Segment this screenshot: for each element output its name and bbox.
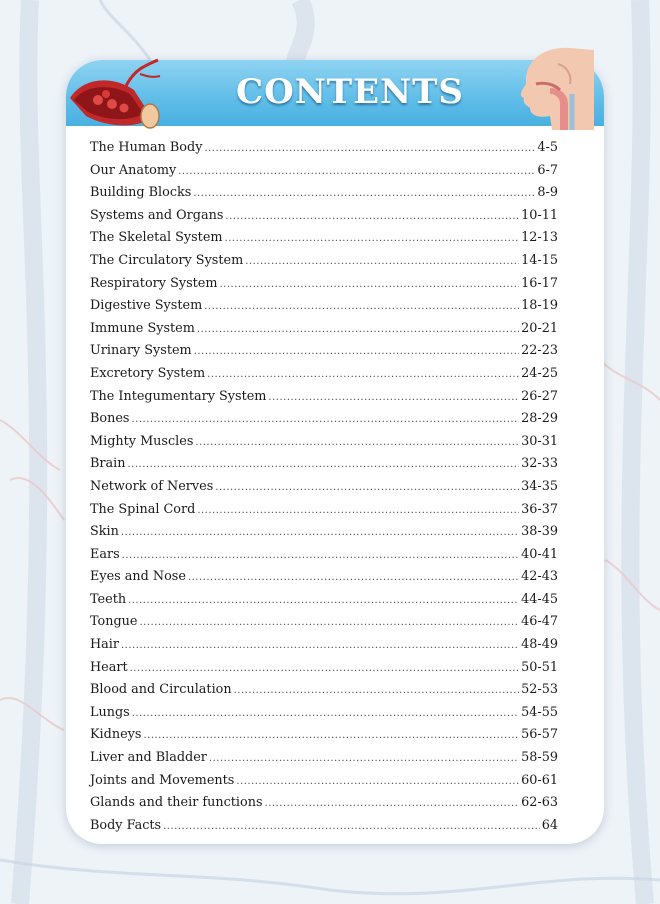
dot-leader (163, 818, 540, 833)
dot-leader (225, 230, 520, 245)
dot-leader (265, 795, 520, 810)
dot-leader (204, 298, 519, 313)
toc-entry-title: Blood and Circulation (90, 682, 232, 698)
toc-entry[interactable] (90, 389, 558, 412)
toc-entry-title: Mighty Muscles (90, 433, 194, 449)
dot-leader (209, 750, 519, 765)
toc-entry-pages: 10-11 (521, 207, 558, 223)
toc-entry[interactable] (90, 547, 558, 570)
toc-entry-pages: 54-55 (521, 704, 558, 720)
dot-leader (132, 705, 519, 720)
toc-entry-title: Building Blocks (90, 185, 192, 201)
toc-entry[interactable] (90, 524, 558, 547)
toc-entry[interactable] (90, 818, 558, 841)
toc-entry[interactable] (90, 773, 558, 796)
toc-entry-pages: 28-29 (521, 411, 558, 427)
toc-entry-pages: 12-13 (521, 230, 558, 246)
dot-leader (197, 321, 519, 336)
toc-entry-title: Glands and their functions (90, 795, 263, 811)
toc-entry-pages: 46-47 (521, 614, 558, 630)
toc-entry-title: Systems and Organs (90, 207, 224, 223)
toc-entry-pages: 22-23 (521, 343, 558, 359)
toc-entry-pages: 38-39 (521, 524, 558, 540)
dot-leader (225, 208, 519, 223)
toc-entry[interactable] (90, 208, 558, 231)
toc-entry-pages: 44-45 (521, 591, 558, 607)
toc-entry-title: Skin (90, 524, 119, 540)
toc-entry-title: Lungs (90, 704, 130, 720)
toc-entry[interactable] (90, 276, 558, 299)
toc-entry[interactable] (90, 614, 558, 637)
page-title: CONTENTS (236, 72, 464, 112)
toc-entry-pages: 32-33 (521, 456, 558, 472)
toc-entry[interactable] (90, 230, 558, 253)
toc-entry-title: Bones (90, 411, 130, 427)
dot-leader (204, 140, 535, 155)
toc-entry-title: Our Anatomy (90, 162, 177, 178)
toc-entry-pages: 36-37 (521, 501, 558, 517)
toc-entry-title: Urinary System (90, 343, 192, 359)
toc-entry[interactable] (90, 411, 558, 434)
table-of-contents (90, 140, 558, 840)
toc-entry-title: Kidneys (90, 727, 142, 743)
toc-entry-pages: 62-63 (521, 795, 558, 811)
toc-entry[interactable] (90, 727, 558, 750)
toc-entry[interactable] (90, 321, 558, 344)
toc-entry[interactable] (90, 163, 558, 186)
dot-leader (130, 660, 519, 675)
toc-entry-pages: 4-5 (537, 140, 558, 155)
toc-entry-title: Immune System (90, 320, 195, 336)
toc-entry-pages: 48-49 (521, 637, 558, 653)
toc-entry-title: The Human Body (90, 140, 203, 155)
dot-leader (128, 456, 520, 471)
toc-entry-pages: 24-25 (521, 365, 558, 381)
toc-entry-pages: 50-51 (521, 659, 558, 675)
dot-leader (197, 502, 519, 517)
dot-leader (234, 682, 519, 697)
toc-entry-pages: 56-57 (521, 727, 558, 743)
dot-leader (245, 253, 519, 268)
blood-vessel-illustration (64, 56, 164, 136)
toc-entry-pages: 20-21 (521, 320, 558, 336)
dot-leader (236, 773, 519, 788)
dot-leader (121, 524, 519, 539)
toc-entry-title: Brain (90, 456, 126, 472)
toc-entry[interactable] (90, 343, 558, 366)
toc-entry-pages: 34-35 (521, 478, 558, 494)
dot-leader (121, 637, 519, 652)
toc-entry[interactable] (90, 592, 558, 615)
toc-entry[interactable] (90, 682, 558, 705)
toc-entry[interactable] (90, 502, 558, 525)
toc-entry[interactable] (90, 479, 558, 502)
toc-entry[interactable] (90, 795, 558, 818)
toc-entry-pages: 8-9 (537, 185, 558, 201)
dot-leader (194, 343, 519, 358)
toc-entry-title: Excretory System (90, 365, 206, 381)
toc-entry[interactable] (90, 253, 558, 276)
dot-leader (140, 614, 520, 629)
toc-entry-title: The Circulatory System (90, 252, 244, 268)
toc-entry-title: Digestive System (90, 298, 203, 314)
toc-entry-title: Heart (90, 659, 128, 675)
toc-entry[interactable] (90, 185, 558, 208)
toc-entry-title: Body Facts (90, 817, 162, 833)
toc-entry-pages: 60-61 (521, 772, 558, 788)
toc-entry-pages: 18-19 (521, 298, 558, 314)
toc-entry[interactable] (90, 434, 558, 457)
dot-leader (193, 185, 535, 200)
dot-leader (128, 592, 519, 607)
toc-entry[interactable] (90, 705, 558, 728)
dot-leader (219, 276, 519, 291)
toc-entry[interactable] (90, 660, 558, 683)
toc-entry[interactable] (90, 140, 558, 163)
toc-entry-pages: 30-31 (521, 433, 558, 449)
toc-entry-title: Hair (90, 637, 119, 653)
toc-entry-pages: 16-17 (521, 275, 558, 291)
dot-leader (195, 434, 519, 449)
toc-entry-pages: 6-7 (537, 162, 558, 178)
toc-entry-title: Tongue (90, 614, 138, 630)
dot-leader (215, 479, 519, 494)
toc-entry-title: The Integumentary System (90, 388, 267, 404)
toc-entry-pages: 64 (541, 817, 558, 833)
dot-leader (268, 389, 519, 404)
toc-entry-title: Eyes and Nose (90, 569, 186, 585)
toc-entry-pages: 58-59 (521, 750, 558, 766)
toc-entry-title: Network of Nerves (90, 478, 214, 494)
dot-leader (207, 366, 519, 381)
toc-entry[interactable] (90, 569, 558, 592)
dot-leader (122, 547, 519, 562)
toc-entry-title: Liver and Bladder (90, 750, 207, 766)
toc-entry-title: Respiratory System (90, 275, 218, 291)
toc-entry-pages: 14-15 (521, 252, 558, 268)
toc-entry-pages: 52-53 (521, 682, 558, 698)
head-anatomy-illustration (510, 44, 594, 130)
dot-leader (143, 727, 519, 742)
toc-entry-title: Joints and Movements (90, 772, 235, 788)
toc-entry-pages: 40-41 (521, 546, 558, 562)
toc-entry[interactable] (90, 298, 558, 321)
toc-entry[interactable] (90, 750, 558, 773)
toc-entry[interactable] (90, 637, 558, 660)
toc-entry-pages: 26-27 (521, 388, 558, 404)
dot-leader (132, 411, 520, 426)
toc-entry[interactable] (90, 366, 558, 389)
dot-leader (178, 163, 535, 178)
toc-entry[interactable] (90, 456, 558, 479)
toc-entry-title: The Skeletal System (90, 230, 223, 246)
toc-entry-title: The Spinal Cord (90, 501, 196, 517)
toc-entry-title: Teeth (90, 591, 127, 607)
toc-entry-title: Ears (90, 546, 120, 562)
dot-leader (188, 569, 519, 584)
toc-entry-pages: 42-43 (521, 569, 558, 585)
